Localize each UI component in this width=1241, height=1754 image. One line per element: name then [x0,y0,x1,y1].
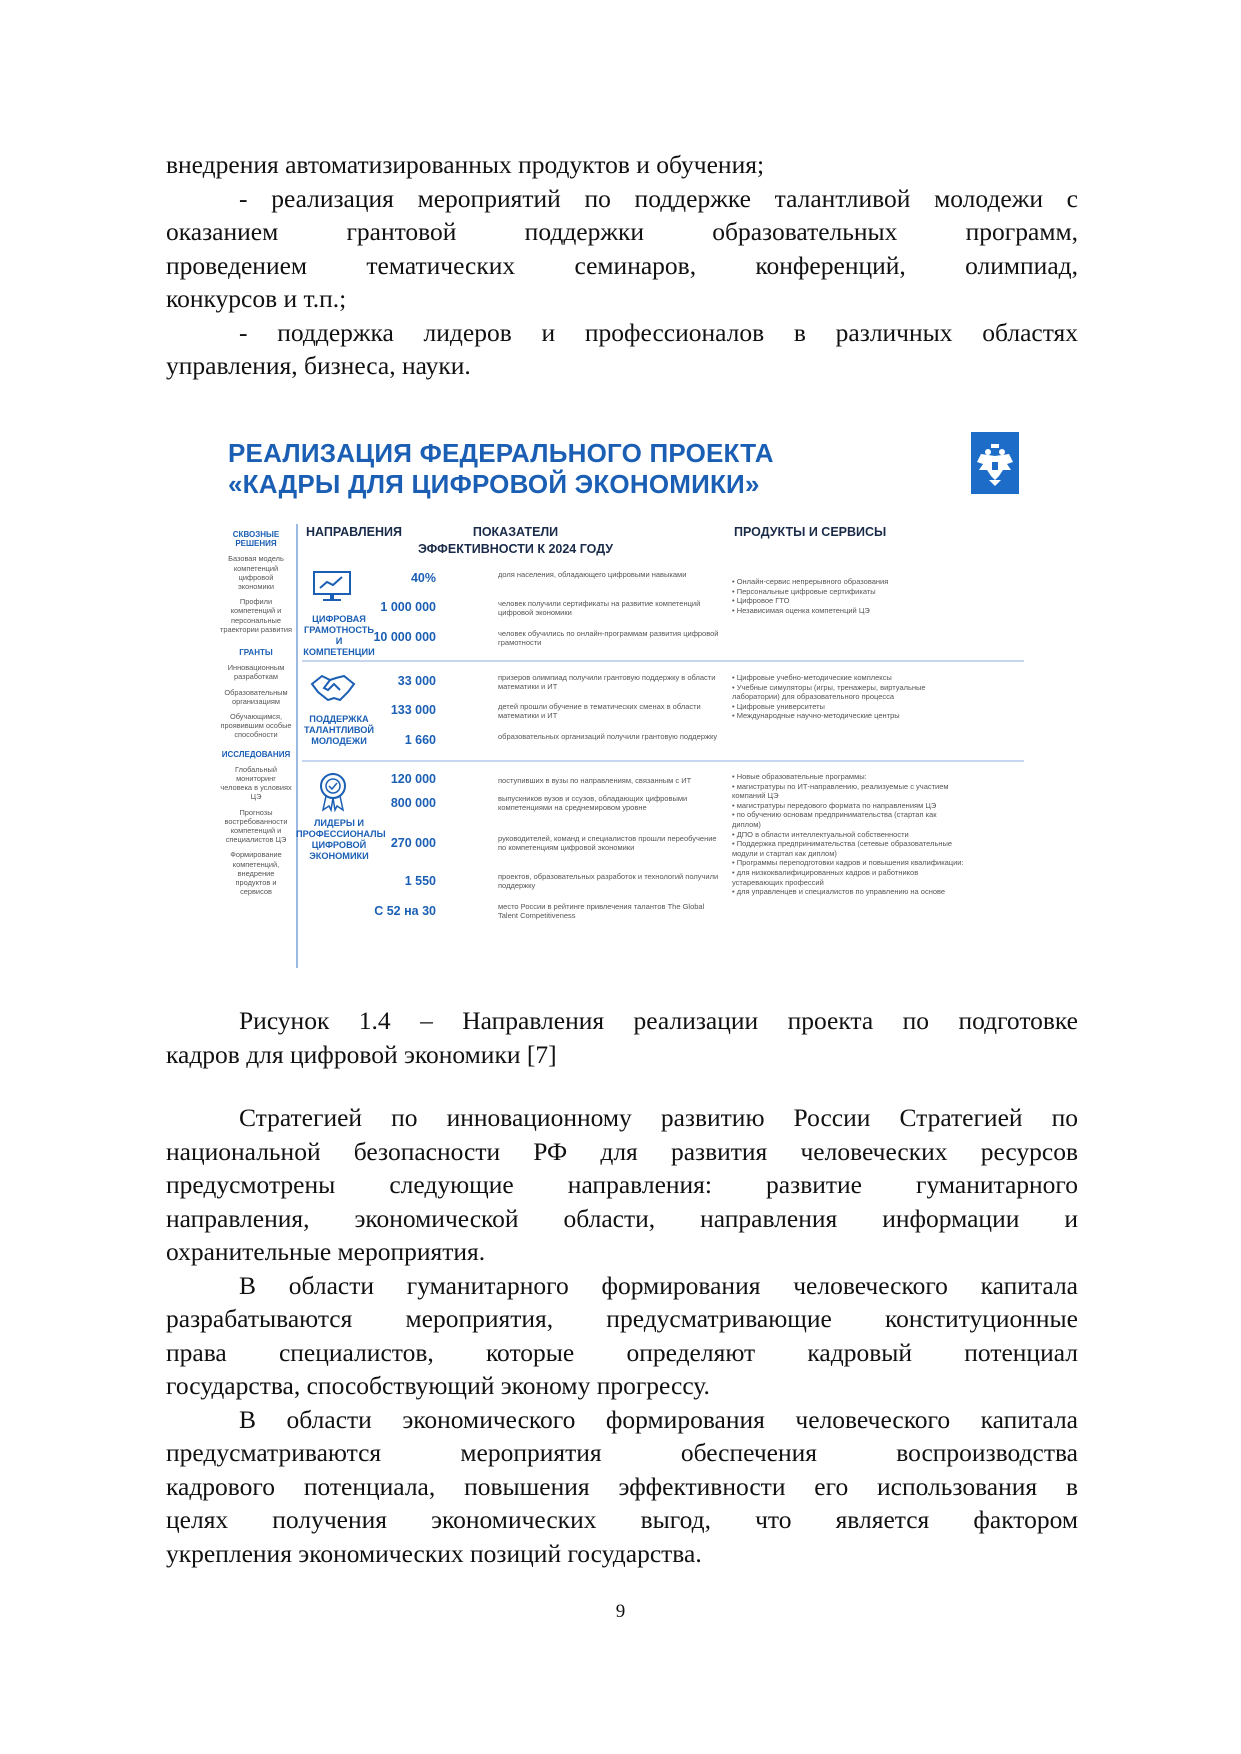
indicator-value: 133 000 [390,703,436,717]
header-directions: НАПРАВЛЕНИЯ [306,525,402,539]
figure-title-line1: РЕАЛИЗАЦИЯ ФЕДЕРАЛЬНОГО ПРОЕКТА [228,438,774,468]
section-divider [302,660,1024,662]
text-line: конкурсов и т.п.; [166,284,347,313]
indicator-text: проектов, образовательных разработок и технологий получили поддержку [498,872,719,891]
indicator-text: выпускников вузов и ссузов, обладающих цифровыми компетенциями на среднемировом уровне [498,794,688,813]
left-item: Прогнозы востребованности компетенций и специалистов ЦЭ [224,807,288,845]
section-digital-literacy: ЦИФРОВАЯ ГРАМОТНОСТЬ И КОМПЕТЕНЦИИ [303,614,375,657]
text-line: разрабатываются мероприятия, предусматривающие конституционные [166,1304,1078,1333]
indicator-value: 33 000 [397,674,436,688]
text-line: охранительные мероприятия. [166,1237,486,1266]
indicator-value: 10 000 000 [373,630,436,644]
product-item: • магистратуры по ИТ-направлению, реализуемые с участием [732,781,949,791]
product-item: • Онлайн-сервис непрерывного образования [732,577,889,586]
text-line: целях получения экономических выгод, что является фактором [166,1505,1078,1534]
text-line: укрепления экономических позиций государства. [166,1538,702,1568]
product-item: • для управленцев и специалистов по управлению на основе [732,887,946,897]
text-line: внедрения автоматизированных продуктов и обучения; [166,150,765,179]
caption-line: кадров для цифровой экономики [7] [166,1039,557,1069]
product-item: • Независимая оценка компетенций ЦЭ [732,605,870,615]
section-talented-youth: ПОДДЕРЖКА ТАЛАНТЛИВОЙ МОЛОДЕЖИ [303,714,375,746]
indicator-text: доля населения, обладающего цифровыми навыками [498,570,687,579]
text-line: Стратегией по инновационному развитию России Стратегией по [239,1103,1078,1132]
product-item: • Учебные симуляторы (игры, тренажеры, виртуальные [732,682,926,692]
indicator-value: 1 550 [404,874,436,888]
product-item: диплом) [732,819,761,829]
product-item: компаний ЦЭ [732,791,779,801]
indicator-text: образовательных организаций получили грантовую поддержку [498,732,718,741]
text-line: В области экономического формирования человеческого капитала [239,1404,1078,1434]
product-item: • магистратуры передового формата по направлениям ЦЭ [732,800,937,810]
product-item: • Международные научно-методические центры [732,711,900,721]
product-item: • для низкоквалифицированных кадров и работников [732,867,919,877]
header-indicators [408,524,623,558]
figure-caption [166,1004,1078,1071]
left-item: Образовательным организациям [224,687,288,706]
product-item: лаборатории) для образовательного процесса [732,692,895,702]
left-column-divider [296,524,298,968]
product-item: • Персональные цифровые сертификаты [732,586,876,596]
text-line: оказанием грантовой поддержки образовательных программ, [166,217,1078,246]
left-heading-solutions: СКВОЗНЫЕ РЕШЕНИЯ [232,530,280,549]
text-line: В области гуманитарного формирования человеческого капитала [239,1270,1078,1300]
header-indicators-line1: ПОКАЗАТЕЛИ [472,525,559,539]
left-item: Базовая модель компетенций цифровой экономики [228,554,284,592]
header-products: ПРОДУКТЫ И СЕРВИСЫ [734,525,887,539]
product-item: модули и стартап как диплом) [732,848,837,858]
indicator-value: 120 000 [390,772,436,786]
text-line: кадрового потенциала, повышения эффективности его использования в [166,1471,1078,1501]
left-item: Формирование компетенций, внедрение продуктов и сервисов [230,850,282,897]
indicator-value: 1 660 [404,733,436,747]
indicator-value: 800 000 [390,796,436,810]
header-indicators-line2: ЭФФЕКТИВНОСТИ К 2024 ГОДУ [417,542,614,556]
text-block-top [166,148,1078,383]
indicator-text: место России в рейтинге привлечения талантов The Global Talent Competitiveness [498,902,705,921]
products-list-2 [732,673,1022,721]
text-line: национальной безопасности РФ для развития человеческих ресурсов [166,1136,1078,1166]
indicator-value: 40% [410,571,436,585]
indicator-value: 270 000 [390,836,436,850]
indicator-value: С 52 на 30 [374,904,436,918]
text-line: - поддержка лидеров и профессионалов в различных областях [239,317,1078,347]
product-item: • по обучению основам предпринимательства (стартап как [732,810,937,820]
text-line: предусматриваются мероприятия обеспечения воспроизводства [166,1438,1078,1467]
indicator-text: призеров олимпиад получили грантовую поддержку в области математики и ИТ [498,673,716,692]
left-item: Глобальный мониторинг человека в условиях ЦЭ [220,764,292,802]
left-item: Профили компетенций и персональные траектории развития [220,597,292,634]
figure-title [228,438,774,500]
product-item: • Цифровые университеты [732,701,825,711]
text-line: управления, бизнеса, науки. [166,351,471,380]
left-item: Обучающимся, проявившим особые способности [220,712,292,740]
text-block-bottom [166,1101,1078,1570]
indicator-text: человек получили сертификаты на развитие компетенций цифровой экономики [498,599,701,618]
left-column [220,530,292,903]
product-item: устаревающих профессий [732,877,824,887]
left-heading-research: ИССЛЕДОВАНИЯ [221,749,291,759]
text-line: предусмотрены следующие направления: развитие гуманитарного [166,1170,1078,1199]
left-item: Инновационным разработкам [227,663,285,682]
text-line: - реализация мероприятий по поддержке талантливой молодежи с [239,183,1078,213]
products-list-3 [732,772,1022,897]
product-item: • Цифровое ГТО [732,596,790,606]
text-line: государства, способствующий эконому прогрессу. [166,1371,710,1400]
product-item: • Цифровые учебно-методические комплексы [732,673,892,682]
text-line: направления, экономической области, направления информации и [166,1203,1078,1233]
indicator-text: человек обучились по онлайн-программам развития цифровой грамотности [498,629,719,648]
product-item: • Поддержка предпринимательства (сетевые образовательные [732,839,953,849]
indicator-text: руководителей, команд и специалистов прошли переобучение по компетенциям цифровой экономики [498,834,717,853]
product-item: • Программы переподготовки кадров и повышения квалификации: [732,858,964,868]
products-list-1 [732,577,1022,615]
indicator-value: 1 000 000 [380,600,436,614]
figure-infographic [220,420,1028,972]
text-line: права специалистов, которые определяют кадровый потенциал [166,1337,1078,1367]
product-item: • ДПО в области интеллектуальной собственности [732,829,909,839]
coat-of-arms-emblem-icon [971,432,1019,494]
indicator-text: детей прошли обучение в тематических сменах в области математики и ИТ [498,702,701,721]
caption-line: Рисунок 1.4 – Направления реализации проекта по подготовке [239,1006,1078,1035]
product-item: • Новые образовательные программы: [732,772,867,781]
figure-title-line2: «КАДРЫ ДЛЯ ЦИФРОВОЙ ЭКОНОМИКИ» [228,469,760,499]
page-number: 9 [615,1601,626,1622]
section-divider [302,760,1024,762]
indicator-text: поступивших в вузы по направлениям, связанным с ИТ [498,776,692,785]
left-heading-grants: ГРАНТЫ [239,648,273,658]
section-leaders-professionals: ЛИДЕРЫ И ПРОФЕССИОНАЛЫ ЦИФРОВОЙ ЭКОНОМИКИ [296,818,386,861]
text-line: проведением тематических семинаров, конференций, олимпиад, [166,250,1078,280]
